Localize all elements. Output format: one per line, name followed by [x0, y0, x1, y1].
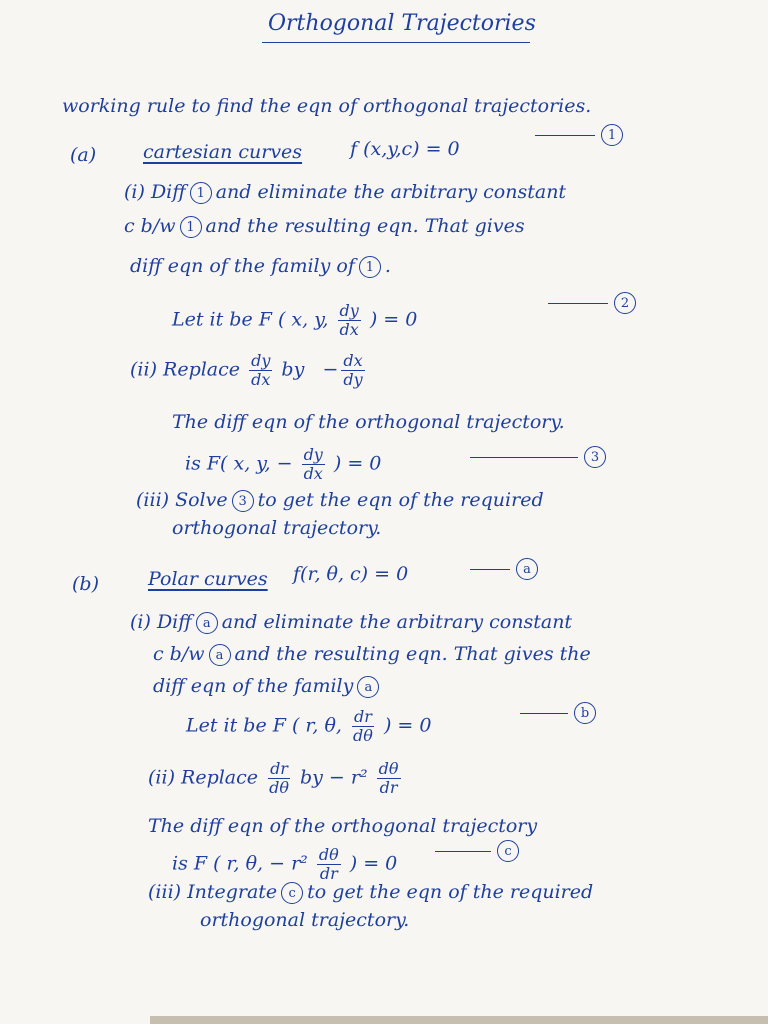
tag-circle: 1: [601, 124, 623, 146]
a-step3-line2: orthogonal trajectory.: [172, 517, 382, 539]
b-step1-line3: diff eqn of the family a: [153, 674, 383, 698]
section-b-equation: f(r, θ, c) = 0: [293, 563, 409, 585]
section-b-heading: Polar curves: [148, 568, 268, 590]
tag-circle: a: [516, 558, 538, 580]
bottom-edge-shadow: [150, 1016, 768, 1024]
ref-circle: 1: [180, 216, 202, 238]
section-a-heading: cartesian curves: [143, 141, 303, 163]
ref-circle: a: [209, 644, 231, 666]
equation-tag-a: [470, 558, 542, 580]
b-step3-line1: (iii) Integrate c to get the eqn of the required: [148, 881, 594, 903]
ref-circle: 1: [359, 256, 381, 278]
b-step1-line1: (i) Diff a and eliminate the arbitrary constant: [130, 611, 573, 633]
b-step1-line2: c b/w a and the resulting eqn. That gives the: [153, 643, 591, 665]
tag-circle: 2: [614, 292, 636, 314]
tag-circle: 3: [584, 446, 606, 468]
b-diff-eqn-line: The diff eqn of the orthogonal trajectory: [148, 815, 538, 837]
a-step1-line3: diff eqn of the family of 1 .: [130, 255, 391, 277]
b-step3-line2: orthogonal trajectory.: [200, 909, 410, 931]
section-a-label: (a): [70, 144, 97, 166]
a-step1-line2: c b/w 1 and the resulting eqn. That gives: [124, 215, 525, 237]
ref-circle: c: [281, 882, 303, 904]
b-let-equation: Let it be F ( r, θ, $\frac{dr}{d\theta}$ ) = 0: [186, 707, 432, 745]
a-step1-line1: (i) Diff 1 and eliminate the arbitrary constant: [124, 181, 567, 203]
ref-circle: a: [196, 612, 218, 634]
page-title: Orthogonal Trajectories: [268, 11, 536, 36]
ref-circle: 1: [190, 182, 212, 204]
equation-tag-3: [470, 446, 610, 468]
title-underline: [262, 42, 530, 43]
tag-circle: c: [497, 840, 519, 862]
b-step2-replace: (ii) Replace $\frac{dr}{d\theta}$ by − r² $\frac{d\theta}{dr}$: [148, 759, 399, 797]
ref-circle: a: [357, 676, 379, 698]
equation-tag-c: [435, 840, 523, 862]
a-step2-replace: (ii) Replace $\frac{dy}{dx}$ by − $\frac{dx}{dy}$: [130, 351, 363, 389]
equation-tag-1: [535, 124, 627, 146]
ref-circle: 3: [232, 490, 254, 512]
intro-line: working rule to find the eqn of orthogonal trajectories.: [62, 95, 592, 117]
equation-tag-b: [520, 702, 600, 724]
a-let-equation: Let it be F ( x, y, $\frac{dy}{dx}$ ) = 0: [172, 301, 418, 339]
equation-tag-2: [548, 292, 640, 314]
a-step3-line1: (iii) Solve 3 to get the eqn of the required: [136, 489, 544, 511]
tag-circle: b: [574, 702, 596, 724]
section-b-label: (b): [72, 573, 99, 595]
a-diff-eqn-line: The diff eqn of the orthogonal trajectory.: [172, 411, 565, 433]
section-a-equation: f (x,y,c) = 0: [350, 138, 460, 160]
a-is-equation: is F( x, y, − $\frac{dy}{dx}$ ) = 0: [185, 445, 382, 483]
dy-dx-fraction: $\frac{dy}{dx}$: [339, 301, 359, 339]
b-is-equation: is F ( r, θ, − r² $\frac{d\theta}{dr}$ ) = 0: [172, 845, 398, 883]
